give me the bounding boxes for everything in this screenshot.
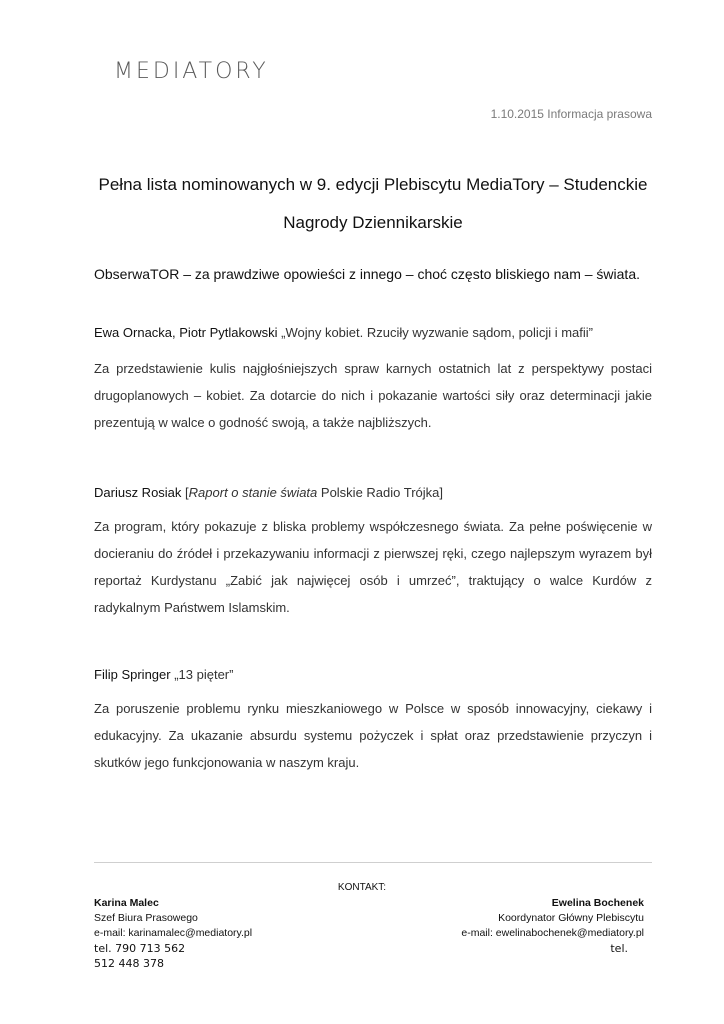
category-heading: ObserwaTOR – za prawdziwe opowieści z innego – choć często bliskiego nam – świata.: [94, 266, 640, 282]
title-line-2: Nagrody Dziennikarskie: [283, 213, 463, 232]
entry-3-heading: [94, 667, 233, 682]
entry-1-authors: Ewa Ornacka, Piotr Pytlakowski: [94, 325, 278, 340]
footer-divider: [94, 862, 652, 863]
contact-right-name: Ewelina Bochenek: [551, 897, 644, 909]
title-line-1: Pełna lista nominowanych w 9. edycji Plebiscytu MediaTory – Studenckie: [98, 175, 648, 194]
contact-left-name: Karina Malec: [94, 897, 159, 909]
document-title: [94, 166, 652, 242]
contact-right: [461, 896, 644, 956]
contact-left: [94, 896, 252, 971]
contact-left-tel2: 512 448 378: [94, 957, 164, 970]
entry-3-authors: Filip Springer: [94, 667, 171, 682]
contact-right-email[interactable]: e-mail: ewelinabochenek@mediatory.pl: [461, 927, 644, 939]
entry-2-description: Za program, który pokazuje z bliska problemy współczesnego świata. Za pełne poświęcenie w docieraniu do źródeł i przekazywaniu informacji z pierwszej ręki, czego najlepszym wyrazem był reportaż Kurdystanu „Zabić jak najwięcej osób i umrzeć”, traktujący o walce Kurdów z radykalnym Państwem Islamskim.: [94, 519, 652, 615]
contact-left-tel: tel. 790 713 562: [94, 942, 186, 955]
contact-right-tel: tel.: [610, 942, 628, 955]
entry-3-description: Za poruszenie problemu rynku mieszkaniowego w Polsce w sposób innowacyjny, ciekawy i edukacyjny. Za ukazanie absurdu systemu pożyczek i spłat oraz przedstawienie przyczyn i skutków jego funkcjonowania w naszym kraju.: [94, 701, 652, 770]
date-line: 1.10.2015 Informacja prasowa: [490, 107, 652, 121]
contact-left-email[interactable]: e-mail: karinamalec@mediatory.pl: [94, 927, 253, 939]
entry-1-work: „Wojny kobiet. Rzuciły wyzwanie sądom, policji i mafii”: [277, 325, 593, 340]
contact-label: KONTAKT:: [337, 882, 387, 893]
contact-right-role: Koordynator Główny Plebiscytu: [498, 912, 644, 924]
entry-1-heading: [94, 325, 593, 340]
entry-2-authors: Dariusz Rosiak: [94, 485, 182, 500]
entry-2-work-suffix: Polskie Radio Trójka]: [317, 485, 444, 500]
contact-left-role: Szef Biura Prasowego: [94, 912, 198, 924]
entry-1-description: Za przedstawienie kulis najgłośniejszych spraw karnych ostatnich lat z perspektywy postaci drugoplanowych – kobiet. Za dotarcie do nich i pokazanie wartości siły oraz determinacji jakie prezentują w walce o godność swoją, a także najbliższych.: [94, 361, 652, 430]
entry-2-work-title: Raport o stanie świata: [188, 485, 318, 500]
entry-2-heading: [94, 485, 443, 500]
logo: MEDIATORY: [114, 59, 269, 84]
entry-3-work: „13 pięter”: [170, 667, 234, 682]
entry-2-work-prefix: [: [181, 485, 189, 500]
